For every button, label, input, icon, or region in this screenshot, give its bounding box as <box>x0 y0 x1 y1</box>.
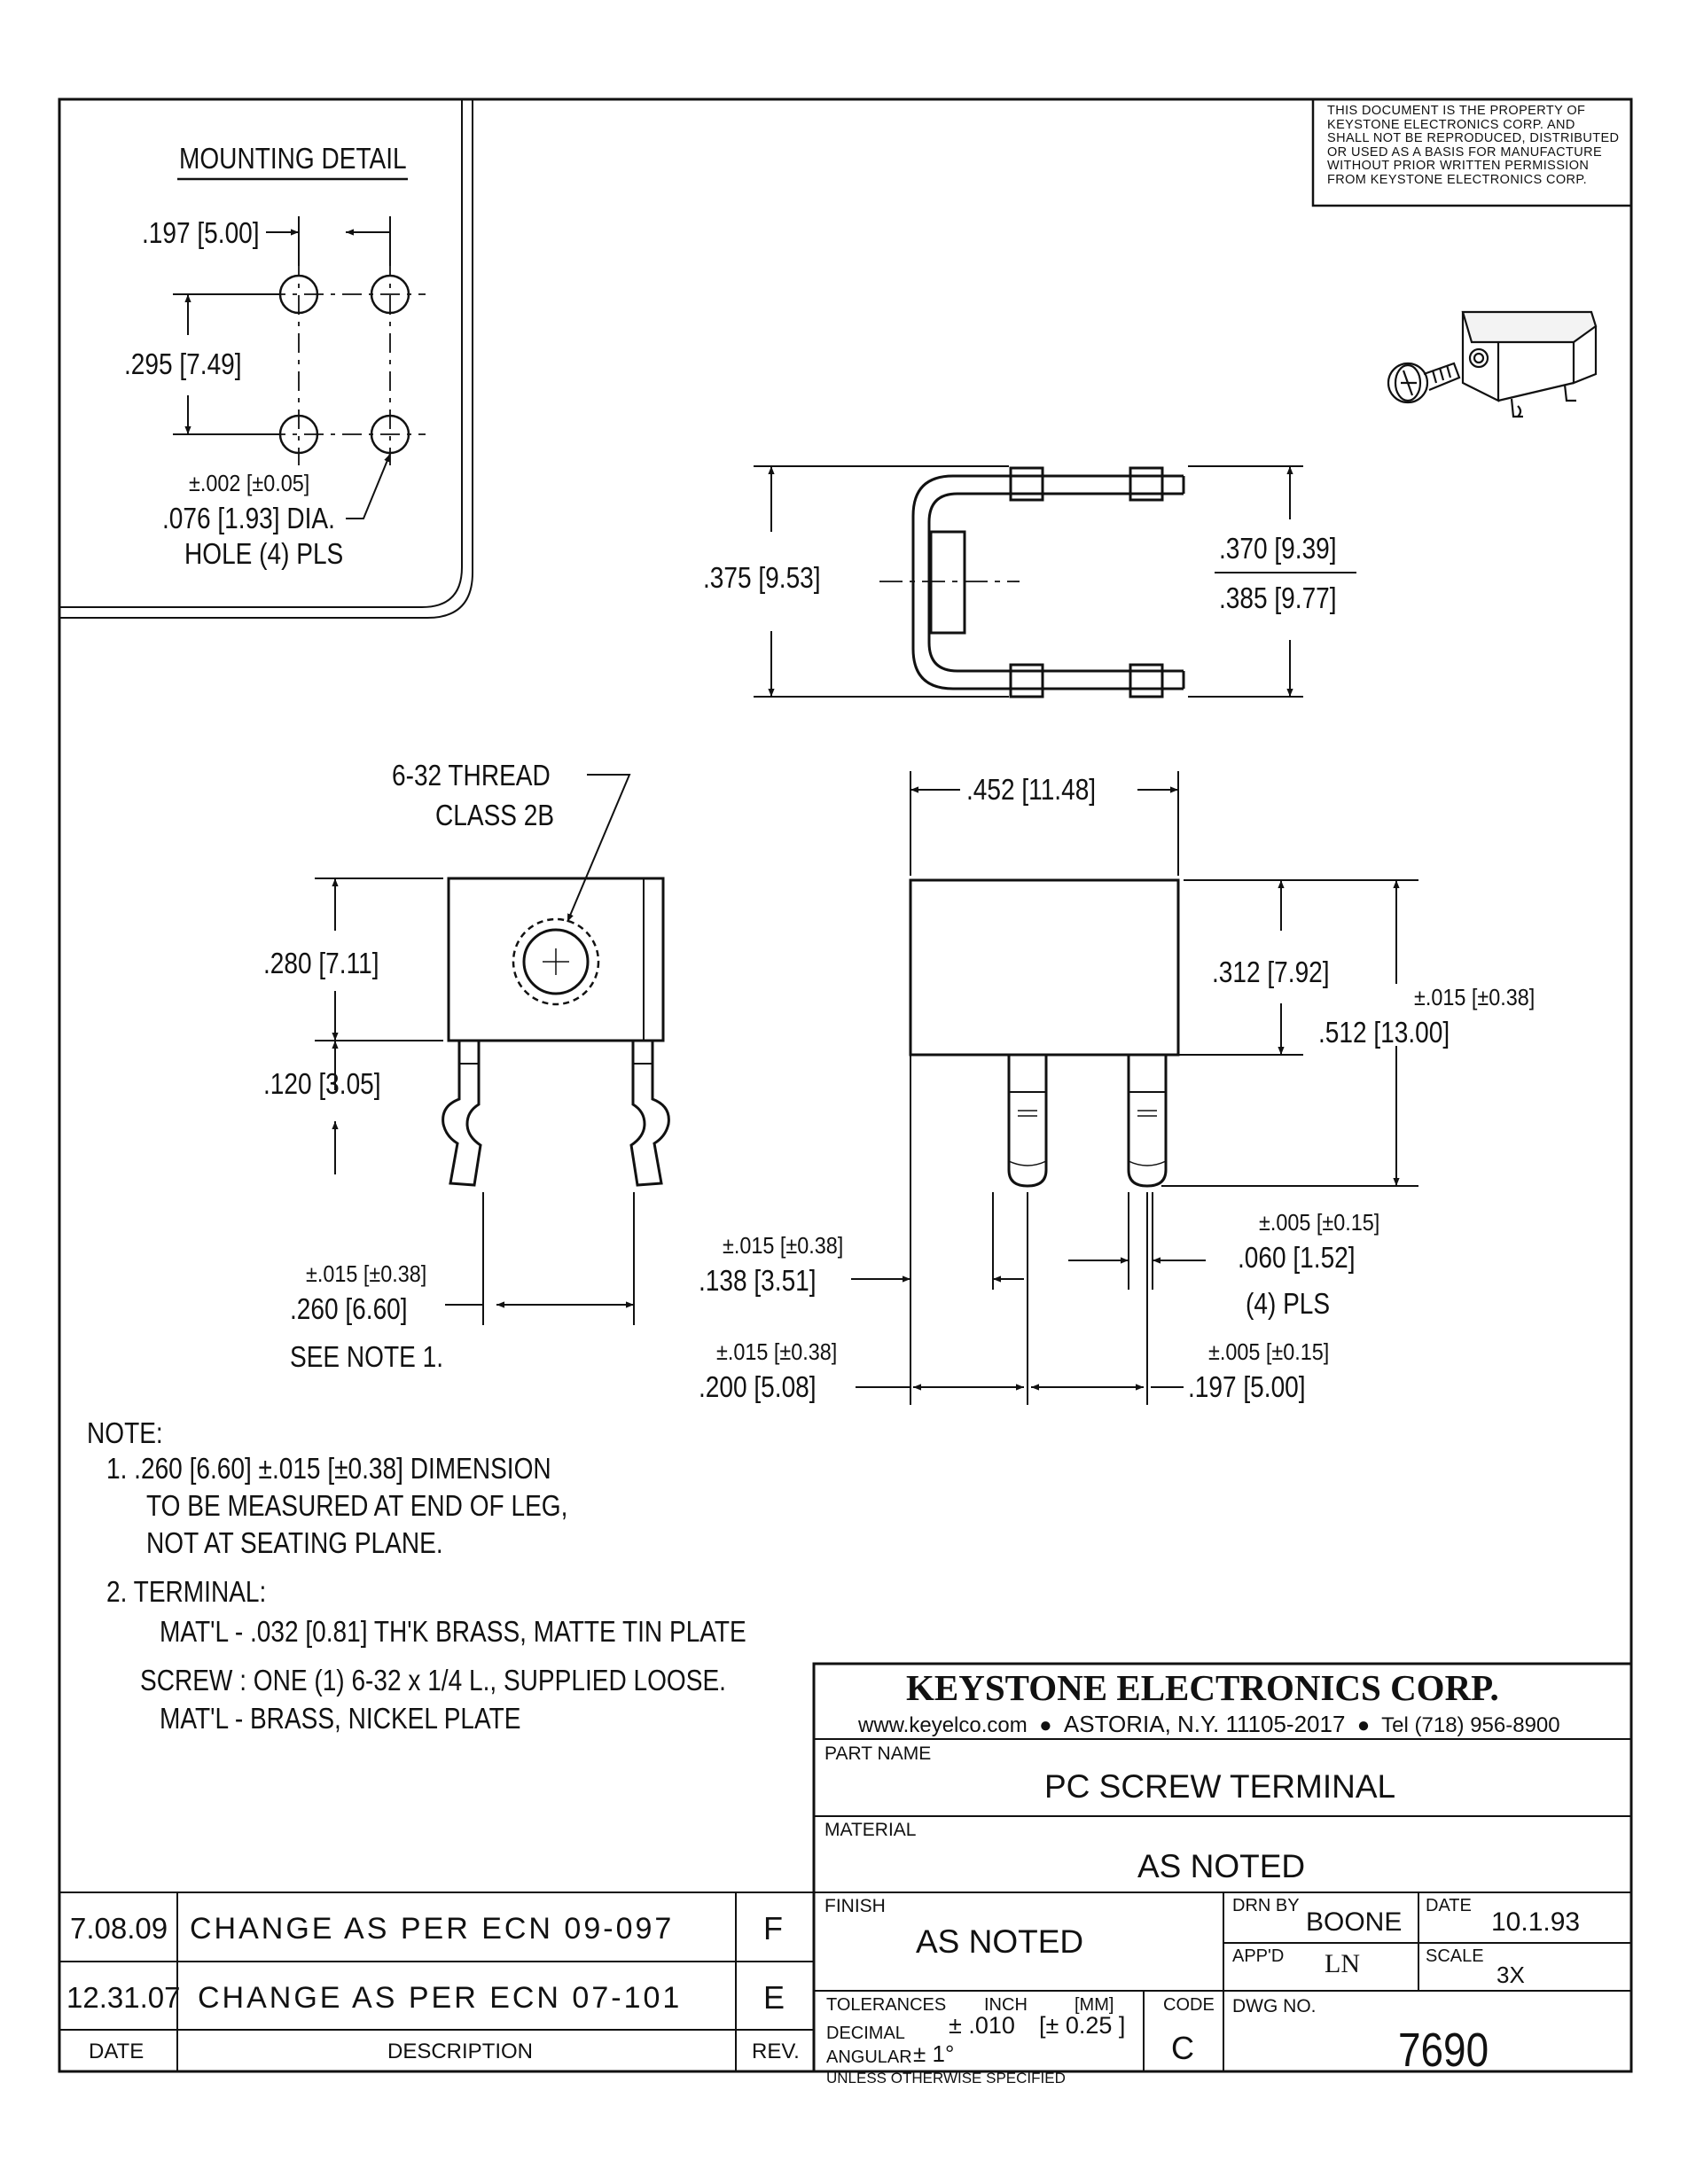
dim-pitch-tolerance: ±.005 [±0.15] <box>1208 1338 1330 1365</box>
thread-spec: 6-32 THREAD <box>392 759 551 792</box>
note-2-line-3: SCREW : ONE (1) 6-32 x 1/4 L., SUPPLIED LOOSE. <box>140 1664 726 1696</box>
dim-span-tolerance: ±.015 [±0.38] <box>306 1260 427 1287</box>
revision-header-rev: REV. <box>752 2040 800 2063</box>
code-label: CODE <box>1163 1995 1215 2015</box>
approved-label: APP'D <box>1232 1946 1285 1966</box>
material-label: MATERIAL <box>824 1820 917 1840</box>
dim-inner-min: .370 [9.39] <box>1219 532 1337 565</box>
dim-front-width: .452 [11.48] <box>966 773 1097 806</box>
revision-date: 7.08.09 <box>70 1912 168 1945</box>
dwg-no-label: DWG NO. <box>1232 1996 1317 2016</box>
dim-pitch: .197 [5.00] <box>1188 1370 1306 1403</box>
scale-value: 3X <box>1497 1962 1525 1988</box>
notice-line: THIS DOCUMENT IS THE PROPERTY OF <box>1327 104 1586 118</box>
side-view <box>443 878 669 1185</box>
notice-line: OR USED AS A BASIS FOR MANUFACTURE <box>1327 144 1603 160</box>
dim-pin-tolerance: ±.005 [±0.15] <box>1259 1209 1380 1236</box>
company-address: ASTORIA, N.Y. 11105-2017 <box>1063 1711 1346 1737</box>
material-value: AS NOTED <box>1137 1848 1306 1884</box>
drawn-by-value: BOONE <box>1306 1907 1403 1937</box>
top-view <box>913 468 1184 697</box>
dwg-no-value: 7690 <box>1398 2024 1489 2077</box>
see-note-1: SEE NOTE 1. <box>290 1340 444 1373</box>
dim-top-height: .375 [9.53] <box>703 561 821 594</box>
tolerances-label: TOLERANCES <box>826 1995 947 2015</box>
mm-label: [MM] <box>1075 1995 1114 2015</box>
dim-hole-tolerance: ±.002 [±0.05] <box>189 470 310 496</box>
dim-pin-count: (4) PLS <box>1246 1287 1331 1320</box>
notes-heading: NOTE: <box>87 1416 163 1449</box>
scale-label: SCALE <box>1426 1946 1484 1966</box>
note-2-line-1: 2. TERMINAL: <box>106 1575 267 1608</box>
company-website: www.keyelco.com <box>858 1713 1028 1737</box>
note-1-line-1: 1. .260 [6.60] ±.015 [±0.38] DIMENSION <box>106 1452 551 1485</box>
drawn-by-label: DRN BY <box>1232 1896 1300 1915</box>
isometric-part <box>1388 312 1596 417</box>
dim-side-leg: .120 [3.05] <box>263 1067 381 1100</box>
bullet-icon: ● <box>1033 1713 1059 1737</box>
part-name: PC SCREW TERMINAL <box>1044 1768 1396 1805</box>
dim-offset-tolerance: ±.015 [±0.38] <box>723 1232 844 1259</box>
revision-description: CHANGE AS PER ECN 09-097 <box>190 1912 675 1946</box>
company-name: KEYSTONE ELECTRONICS CORP. <box>906 1667 1499 1708</box>
dim-total-tolerance: ±.015 [±0.38] <box>1414 984 1536 1010</box>
revision-date: 12.31.07 <box>66 1981 181 2014</box>
dim-pin-width: .060 [1.52] <box>1238 1241 1356 1274</box>
angular-tolerance: ± 1° <box>913 2040 955 2067</box>
dim-inner-max: .385 [9.77] <box>1219 581 1337 614</box>
note-1-line-3: NOT AT SEATING PLANE. <box>146 1526 443 1559</box>
dim-edge-tolerance: ±.015 [±0.38] <box>716 1338 838 1365</box>
angular-label: ANGULAR <box>826 2048 912 2067</box>
date-value: 10.1.93 <box>1491 1907 1581 1937</box>
note-1-line-2: TO BE MEASURED AT END OF LEG, <box>146 1489 568 1522</box>
inch-label: INCH <box>984 1995 1028 2015</box>
company-contact <box>858 1711 1560 1738</box>
decimal-tolerance-inch: ± .010 <box>949 2012 1015 2039</box>
dim-mount-pitch: .295 [7.49] <box>124 347 242 380</box>
thread-class: CLASS 2B <box>435 799 555 831</box>
revision-letter: E <box>763 1979 785 2016</box>
note-2-line-4: MAT'L - BRASS, NICKEL PLATE <box>160 1702 521 1735</box>
dim-mount-spacing: .197 [5.00] <box>142 216 260 249</box>
notice-line: WITHOUT PRIOR WRITTEN PERMISSION <box>1327 159 1590 173</box>
dim-span: .260 [6.60] <box>290 1292 408 1325</box>
revision-header-description: DESCRIPTION <box>387 2040 534 2063</box>
decimal-tolerance-mm: [± 0.25 ] <box>1039 2012 1126 2039</box>
note-2-line-2: MAT'L - .032 [0.81] TH'K BRASS, MATTE TIN PLATE <box>160 1615 746 1648</box>
part-name-label: PART NAME <box>824 1743 932 1764</box>
dim-hole-diameter: .076 [1.93] DIA. <box>162 502 335 534</box>
notice-line: SHALL NOT BE REPRODUCED, DISTRIBUTED <box>1327 131 1620 145</box>
dim-front-total: .512 [13.00] <box>1318 1016 1450 1049</box>
decimal-label: DECIMAL <box>826 2024 905 2043</box>
dim-edge: .200 [5.08] <box>699 1370 817 1403</box>
finish-value: AS NOTED <box>916 1923 1084 1960</box>
notice-line: FROM KEYSTONE ELECTRONICS CORP. <box>1327 172 1588 187</box>
notice-line: KEYSTONE ELECTRONICS CORP. AND <box>1327 117 1575 132</box>
dim-hole-count: HOLE (4) PLS <box>184 537 344 570</box>
date-label: DATE <box>1426 1896 1472 1915</box>
revision-letter: F <box>763 1910 783 1946</box>
dim-side-body: .280 [7.11] <box>263 947 379 979</box>
front-view <box>910 880 1178 1186</box>
code-value: C <box>1171 2030 1194 2066</box>
property-notice <box>1327 105 1619 187</box>
revision-header-date: DATE <box>89 2040 145 2063</box>
mounting-detail-title: MOUNTING DETAIL <box>179 142 407 175</box>
finish-label: FINISH <box>824 1896 886 1916</box>
dim-front-body: .312 [7.92] <box>1212 956 1330 988</box>
approved-value: LN <box>1325 1949 1360 1978</box>
dim-offset: .138 [3.51] <box>699 1264 817 1297</box>
revision-row <box>59 1892 814 1962</box>
revision-description: CHANGE AS PER ECN 07-101 <box>198 1981 683 2015</box>
unless-specified: UNLESS OTHERWISE SPECIFIED <box>826 2070 1066 2086</box>
bullet-icon: ● <box>1351 1713 1376 1737</box>
revision-row <box>59 1962 814 2030</box>
company-tel: Tel (718) 956-8900 <box>1381 1713 1560 1737</box>
